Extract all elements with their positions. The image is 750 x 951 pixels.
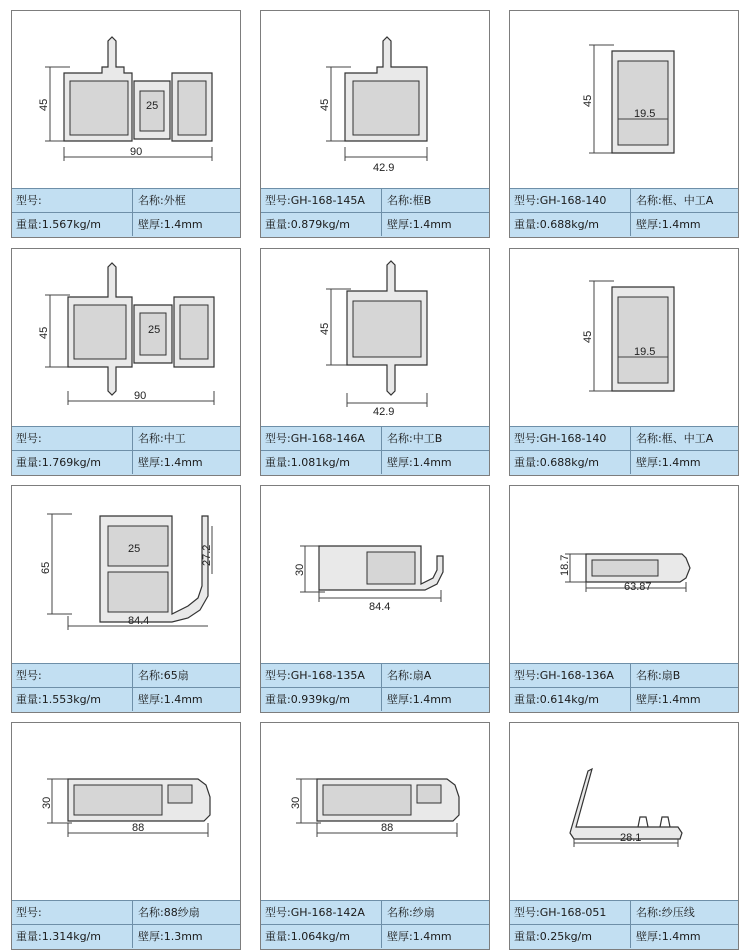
dim-width: 84.4	[128, 615, 150, 627]
profile-info-table	[261, 900, 489, 949]
dim-height: 45	[582, 330, 594, 343]
model-number: 型号:	[16, 432, 42, 445]
profile-card-7	[11, 485, 241, 713]
profile-name: 名称:纱扇	[387, 906, 435, 919]
dim-height: 30	[41, 796, 53, 809]
profile-drawing	[12, 723, 240, 902]
wall-thickness: 壁厚:1.4mm	[387, 218, 452, 231]
profile-name: 名称:框、中工A	[636, 432, 714, 445]
profile-card-3	[509, 10, 739, 238]
profile-name: 名称:88纱扇	[138, 906, 200, 919]
wall-thickness: 壁厚:1.4mm	[387, 456, 452, 469]
dim-width: 90	[134, 390, 147, 402]
wall-thickness: 壁厚:1.4mm	[138, 456, 203, 469]
dim-height: 45	[38, 326, 50, 339]
weight: 重量:0.879kg/m	[265, 218, 350, 231]
dim-width: 42.9	[373, 162, 395, 174]
model-number: 型号:	[16, 194, 42, 207]
profile-card-9	[509, 485, 739, 713]
profile-name: 名称:扇A	[387, 669, 432, 682]
wall-thickness: 壁厚:1.4mm	[636, 456, 701, 469]
profile-name: 名称:框、中工A	[636, 194, 714, 207]
profile-drawing	[261, 723, 489, 902]
dim-width: 84.4	[369, 601, 391, 613]
model-number: 型号:GH-168-145A	[265, 194, 365, 207]
profile-card-1	[11, 10, 241, 238]
profile-drawing	[261, 11, 489, 190]
wall-thickness: 壁厚:1.4mm	[636, 218, 701, 231]
profile-name: 名称:65扇	[138, 669, 189, 682]
weight: 重量:0.939kg/m	[265, 693, 350, 706]
profile-info-table	[12, 426, 240, 475]
weight: 重量:1.064kg/m	[265, 930, 350, 943]
profile-card-11	[260, 722, 490, 950]
profile-card-2	[260, 10, 490, 238]
profile-drawing	[12, 249, 240, 428]
profile-name: 名称:扇B	[636, 669, 681, 682]
profile-info-table	[510, 188, 738, 237]
wall-thickness: 壁厚:1.4mm	[138, 693, 203, 706]
profile-info-table	[510, 663, 738, 712]
model-number: 型号:	[16, 669, 42, 682]
dim-height: 45	[38, 98, 50, 111]
dim-width: 19.5	[634, 108, 656, 120]
profile-name: 名称:纱压线	[636, 906, 695, 919]
profile-name: 名称:框B	[387, 194, 432, 207]
profile-card-4	[11, 248, 241, 476]
model-number: 型号:GH-168-051	[514, 906, 607, 919]
profile-drawing	[261, 486, 489, 665]
model-number: 型号:GH-168-140	[514, 194, 607, 207]
profile-name: 名称:外框	[138, 194, 186, 207]
profile-info-table	[510, 426, 738, 475]
profile-info-table	[261, 426, 489, 475]
wall-thickness: 壁厚:1.4mm	[636, 930, 701, 943]
wall-thickness: 壁厚:1.4mm	[138, 218, 203, 231]
dim-height: 65	[40, 561, 52, 574]
model-number: 型号:GH-168-146A	[265, 432, 365, 445]
model-number: 型号:GH-168-135A	[265, 669, 365, 682]
weight: 重量:0.688kg/m	[514, 456, 599, 469]
weight: 重量:0.688kg/m	[514, 218, 599, 231]
profile-drawing	[261, 249, 489, 428]
profile-card-5	[260, 248, 490, 476]
model-number: 型号:GH-168-142A	[265, 906, 365, 919]
dim-height: 45	[319, 322, 331, 335]
profile-name: 名称:中工B	[387, 432, 443, 445]
weight: 重量:1.314kg/m	[16, 930, 101, 943]
dim-inner: 25	[128, 543, 141, 555]
weight: 重量:1.769kg/m	[16, 456, 101, 469]
profile-info-table	[12, 663, 240, 712]
profile-drawing	[510, 249, 738, 428]
dim-inner: 25	[148, 324, 161, 336]
dim-width: 42.9	[373, 406, 395, 418]
profile-drawing	[12, 486, 240, 665]
dim-height: 18.7	[559, 554, 571, 576]
wall-thickness: 壁厚:1.3mm	[138, 930, 203, 943]
model-number: 型号:	[16, 906, 42, 919]
dim-height: 30	[290, 796, 302, 809]
dim-inner: 25	[146, 100, 159, 112]
profile-drawing	[510, 486, 738, 665]
weight: 重量:1.567kg/m	[16, 218, 101, 231]
wall-thickness: 壁厚:1.4mm	[387, 930, 452, 943]
dim-width: 19.5	[634, 346, 656, 358]
model-number: 型号:GH-168-140	[514, 432, 607, 445]
wall-thickness: 壁厚:1.4mm	[636, 693, 701, 706]
dim-height: 45	[582, 94, 594, 107]
profile-info-table	[261, 663, 489, 712]
profile-card-6	[509, 248, 739, 476]
dim-height: 30	[294, 563, 306, 576]
profile-card-10	[11, 722, 241, 950]
weight: 重量:1.081kg/m	[265, 456, 350, 469]
weight: 重量:1.553kg/m	[16, 693, 101, 706]
profile-name: 名称:中工	[138, 432, 186, 445]
dim-side: 27.2	[201, 544, 213, 566]
profile-drawing	[510, 723, 738, 902]
profile-card-8	[260, 485, 490, 713]
weight: 重量:0.25kg/m	[514, 930, 592, 943]
dim-width: 63.87	[624, 581, 652, 593]
model-number: 型号:GH-168-136A	[514, 669, 614, 682]
dim-width: 90	[130, 146, 143, 158]
wall-thickness: 壁厚:1.4mm	[387, 693, 452, 706]
weight: 重量:0.614kg/m	[514, 693, 599, 706]
dim-width: 88	[132, 822, 145, 834]
profile-info-table	[12, 188, 240, 237]
dim-height: 45	[319, 98, 331, 111]
profile-info-table	[510, 900, 738, 949]
profile-drawing	[510, 11, 738, 190]
dim-width: 88	[381, 822, 394, 834]
profile-info-table	[261, 188, 489, 237]
dim-width: 28.1	[620, 832, 642, 844]
profile-card-12	[509, 722, 739, 950]
profile-info-table	[12, 900, 240, 949]
profile-drawing	[12, 11, 240, 190]
